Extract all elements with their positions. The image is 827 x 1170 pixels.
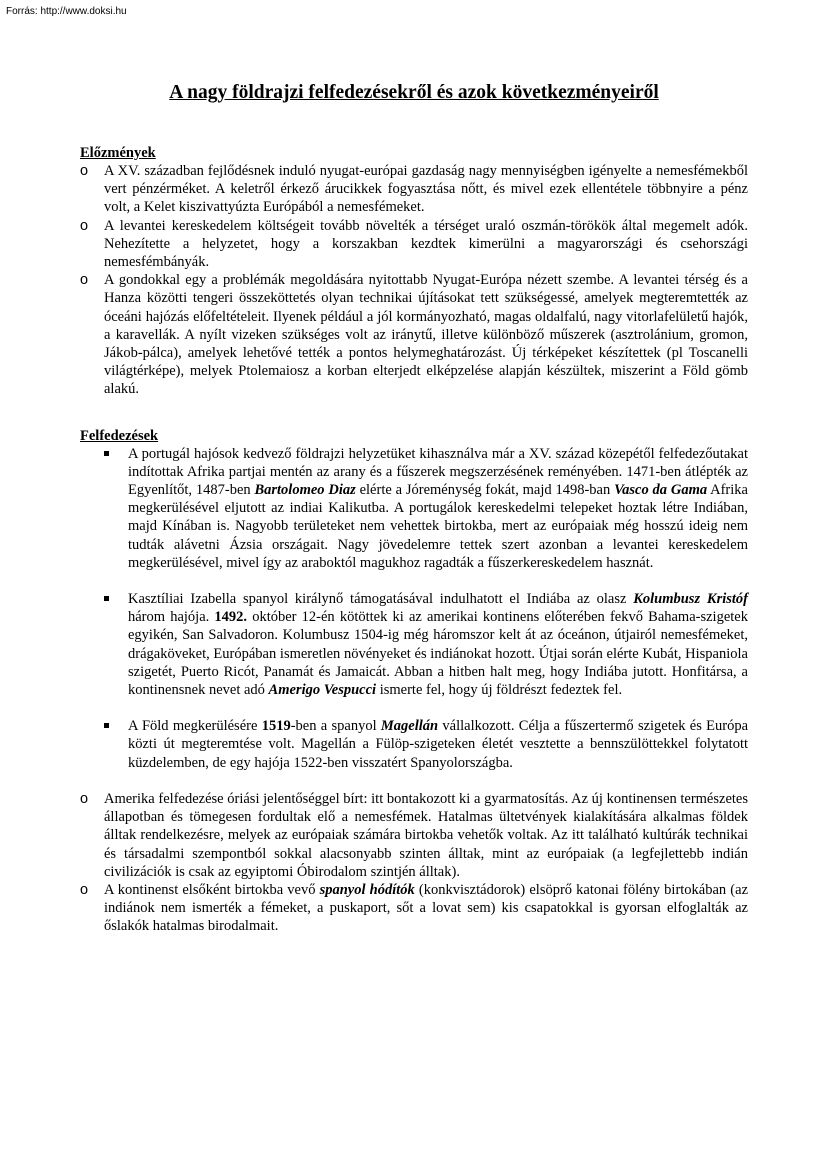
year: 1492.	[214, 609, 248, 626]
list-item	[80, 217, 748, 272]
list-item	[80, 790, 748, 881]
list-item	[80, 162, 748, 217]
list-marker: o	[80, 217, 89, 234]
person-name: Bartolomeo Diaz	[254, 482, 356, 499]
felfedezesek-list	[80, 790, 748, 936]
list-item	[80, 271, 748, 398]
paragraph: A portugál hajósok kedvező földrajzi helyzetüket kihasználva már a XV. század közepétől felfedezőutakat indítottak Afrika partjai mentén az arany és a fűszerek megszerzésének reményében. 1471-ben átlépték az Egyenlítőt, 1487-ben Bartolomeo Diaz elérte a Jóreménység fokát, majd 1498-ban Vasco da Gama Afrika megkerülésével eljutott az indiai Kalikutba. A portugálok kereskedelmi telepeket hoztak létre Indiában, majd Kínában is. Nagyobb területeket nem vehettek birtokba, mert az európaiak még hosszú ideig nem tudták alávetni Ázsia országait. Nagy jövedelemre tettek szert azonban a levantei kereskedelem megkerülésével, mivel így az araboktól magukhoz ragadták a fűszerkereskedelem hasznát.	[128, 445, 748, 571]
person-name: Amerigo Vespucci	[268, 682, 377, 699]
square-bullet-icon	[104, 596, 109, 601]
emphasis: spanyol hódítók	[319, 881, 415, 898]
list-item	[80, 590, 748, 699]
elozmenyek-list	[80, 162, 748, 399]
person-name: Kolumbusz Kristóf	[633, 591, 748, 608]
section-heading-elozmenyek: Előzmények	[80, 145, 156, 161]
list-marker: o	[80, 163, 89, 179]
person-name: Vasco da Gama	[614, 482, 708, 499]
paragraph: A XV. században fejlődésnek induló nyugat-európai gazdaság nagy mennyiségben igényelte a nemesfémekből vert pénzérméket. A keletről érkező árucikkek fogyasztása nőtt, és mivel ezek ellentétele többnyire a pénz volt, a Kelet kiszivattyúzta Európából a nemesfémeket.	[104, 163, 748, 216]
felfedezesek-bullet-list	[80, 445, 748, 772]
square-bullet-icon	[104, 723, 109, 728]
document-page	[80, 0, 748, 936]
paragraph: Amerika felfedezése óriási jelentőséggel bírt: itt bontakozott ki a gyarmatosítás. Az új kontinensen természetes állapotban és tömegesen fordultak elő a nemesfémek. Hatalmas ültetvények kialakítására alkalmas földek álltak rendelkezésre, melyek az európaiak számára birtokba vehetők voltak. Az itt található kultúrák technikai és társadalmi szempontból sokkal alacsonyabb szinten álltak, mint az európaiak (a legfejlettebb indián civilizációk is csak az egyiptomi Óbirodalom szintjén álltak).	[104, 790, 748, 880]
paragraph: A Föld megkerülésére 1519-ben a spanyol Magellán vállalkozott. Célja a fűszertermő szigetek és Európa közti út megteremtése volt. Magellán a Fülöp-szigeteken életét vesztette a bennszülöttekkel folytatott küzdelemben, de egy hajója 1522-ben visszatért Spanyolországba.	[128, 718, 748, 771]
section-heading-felfedezesek: Felfedezések	[80, 427, 159, 444]
page-title: A nagy földrajzi felfedezésekről és azok következményeiről	[169, 82, 659, 103]
paragraph: Kasztíliai Izabella spanyol királynő támogatásával indulhatott el Indiába az olasz Kolumbusz Kristóf három hajója. 1492. október 12-én kötöttek ki az amerikai kontinens előterében fekvő Bahama-szigetek egyikén, San Salvadoron. Kolumbusz 1504-ig még háromszor kelt át az óceánon, útjairól nemesfémeket, drágaköveket, Európában ismeretlen növényeket és indiánokat hozott. Útjai során elérte Kubát, Hispaniola szigetét, Puerto Ricót, Panamát és Jamaicát. Abban a hitben halt meg, hogy Indiába jutott. Honfitársa, a kontinensnek nevet adó Amerigo Vespucci ismerte fel, hogy új földrészt fedeztek fel.	[128, 591, 748, 699]
paragraph: A levantei kereskedelem költségeit tovább növelték a térséget uraló oszmán-törökök által megemelt adók. Nehezítette a helyzetet, hogy a korszakban kezdtek kimerülni a magyarországi és csehországi nemesfémbányák.	[104, 217, 748, 271]
list-item	[80, 445, 748, 572]
list-item	[80, 717, 748, 772]
square-bullet-icon	[104, 451, 109, 456]
source-url: Forrás: http://www.doksi.hu	[6, 6, 127, 17]
list-marker: o	[80, 272, 89, 289]
paragraph: A gondokkal egy a problémák megoldására nyitottabb Nyugat-Európa nézett szembe. A levantei térség és a Hanza közötti tengeri összeköttetés olyan technikai újításokat tett szükségessé, amelyek megteremtették az óceáni hajózás előfeltételeit. Ilyenek például a jól kormányozható, magas oldalfalú, nagy vitorlafelületű hajók, a karavellák. A nyílt vizeken szükséges volt az iránytű, illetve különböző műszerek (asztrolánium, gromon, Jákob-pálca), amelyek lehetővé tették a pontos helymeghatározást. Új térképeket készítettek (pl Toscanelli világtérképe), melyek Ptolemaiosz a korban elterjedt elképzelése alapján készültek, miszerint a Föld gömb alakú.	[104, 272, 748, 398]
paragraph: A kontinenst elsőként birtokba vevő spanyol hódítók (konkvisztádorok) elsöprő katonai fölény birtokában (az indiánok nem ismerték a fémeket, a puskaport, sőt a lovat sem) kis csapatokkal is gyorsan elfoglalták az őslakók hatalmas birodalmait.	[104, 881, 749, 935]
list-marker: o	[80, 881, 89, 898]
list-marker: o	[80, 790, 89, 807]
list-item	[80, 881, 748, 936]
person-name: Magellán	[380, 718, 439, 735]
year: 1519	[261, 718, 291, 735]
